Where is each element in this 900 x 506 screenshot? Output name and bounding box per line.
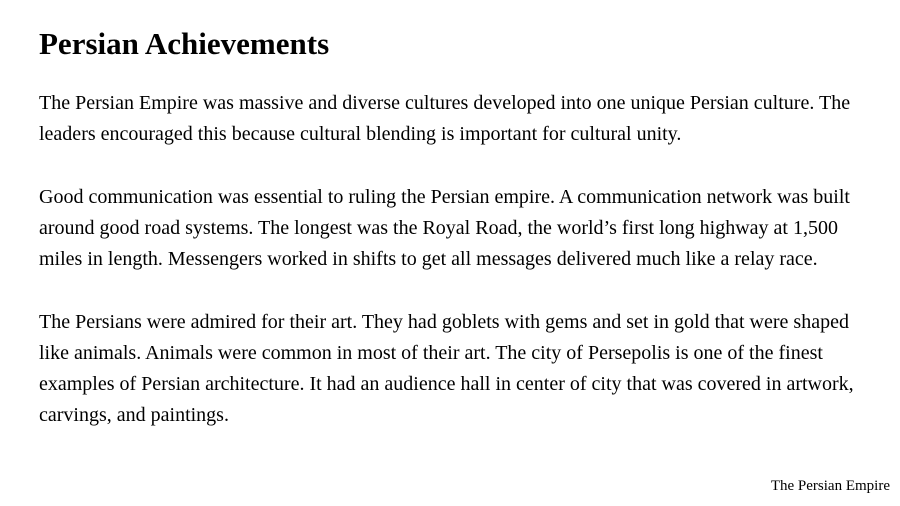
slide-title: Persian Achievements	[39, 26, 330, 61]
paragraph-communication: Good communication was essential to ruling the Persian empire. A communication network was built around good road systems. The longest was the Royal Road, the world’s first long highway at 1,500 miles in length. Messengers worked in shifts to get all messages delivered much like a relay race.	[39, 186, 850, 270]
paragraph-art: The Persians were admired for their art. They had goblets with gems and set in gold that were shaped like animals. Animals were common in most of their art. The city of Persepolis is one of the finest examples of Persian architecture. It had an audience hall in center of city that was covered in artwork, carvings, and paintings.	[39, 311, 854, 426]
slide-body	[39, 88, 879, 431]
slide-footer: The Persian Empire	[770, 478, 890, 494]
paragraph-cultural-blending: The Persian Empire was massive and diverse cultures developed into one unique Persian culture. The leaders encouraged this because cultural blending is important for cultural unity.	[39, 92, 851, 145]
